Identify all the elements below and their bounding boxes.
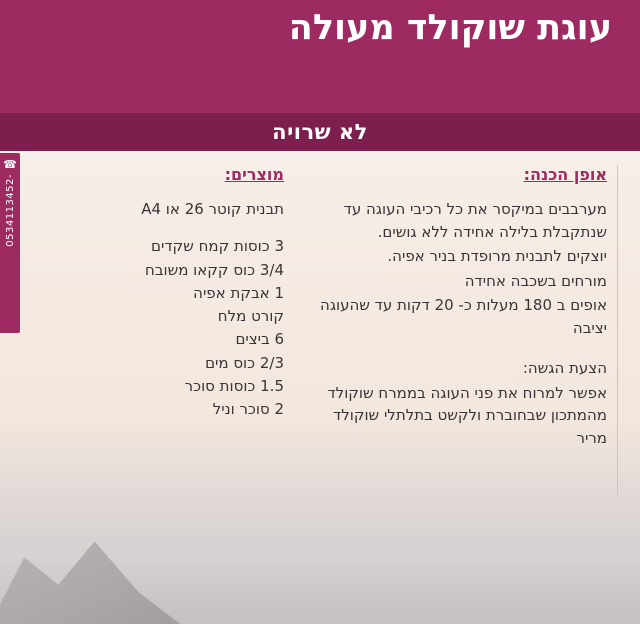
ingredient-item: 3 כוסות קמח שקדים bbox=[151, 237, 284, 256]
ingredient-item: 2 סוכר וניל bbox=[212, 400, 284, 419]
ingredient-item: 1.5 כוסות סוכר bbox=[184, 376, 284, 395]
content-columns bbox=[0, 151, 640, 495]
page-header bbox=[0, 0, 640, 113]
ingredient-item: תבנית קוטר 26 או A4 bbox=[141, 200, 284, 219]
ingredients-column bbox=[22, 165, 300, 495]
ingredient-item: 3/4 כוס קקאו משובח bbox=[145, 260, 284, 279]
preparation-step: מורחים בשכבה אחידה bbox=[464, 271, 607, 290]
recipe-body bbox=[0, 151, 640, 624]
serving-heading: הצעת הגשה: bbox=[522, 359, 607, 378]
subtitle-text: לא שרויה bbox=[272, 120, 368, 144]
subtitle-bar bbox=[0, 113, 640, 151]
phone-icon: ☎ bbox=[3, 158, 17, 171]
preparation-step: אופים ב 180 מעלות כ- 20 דקות עד שהעוגה יציבה bbox=[320, 296, 607, 337]
mountain-shape bbox=[0, 509, 180, 624]
ingredient-item: 1 אבקת אפיה bbox=[193, 283, 284, 302]
ingredient-item: 2/3 כוס מים bbox=[205, 353, 284, 372]
ingredient-item: קורט מלח bbox=[217, 307, 284, 326]
serving-text: אפשר למרוח את פני העוגה בממרח שוקולד מהמתכון שבחוברת ולקשט בתלתלי שוקולד מריר bbox=[327, 383, 607, 447]
preparation-step: מערבבים במיקסר את כל רכיבי העוגה עד שנתקבלת בלילה אחידה ללא גושים. bbox=[343, 200, 607, 241]
preparation-column bbox=[300, 165, 618, 495]
ingredients-heading: מוצרים: bbox=[224, 165, 284, 184]
ingredient-gap bbox=[30, 221, 284, 235]
contact-phone: 0534113452- bbox=[4, 174, 16, 247]
page-title: עוגת שוקולד מעולה bbox=[288, 8, 612, 48]
preparation-step: יוצקים לתבנית מרופדת בניר אפיה. bbox=[387, 247, 607, 266]
preparation-heading: אופן הכנה: bbox=[523, 165, 607, 184]
ingredient-item: 6 ביצים bbox=[235, 330, 284, 349]
section-gap bbox=[306, 341, 607, 357]
